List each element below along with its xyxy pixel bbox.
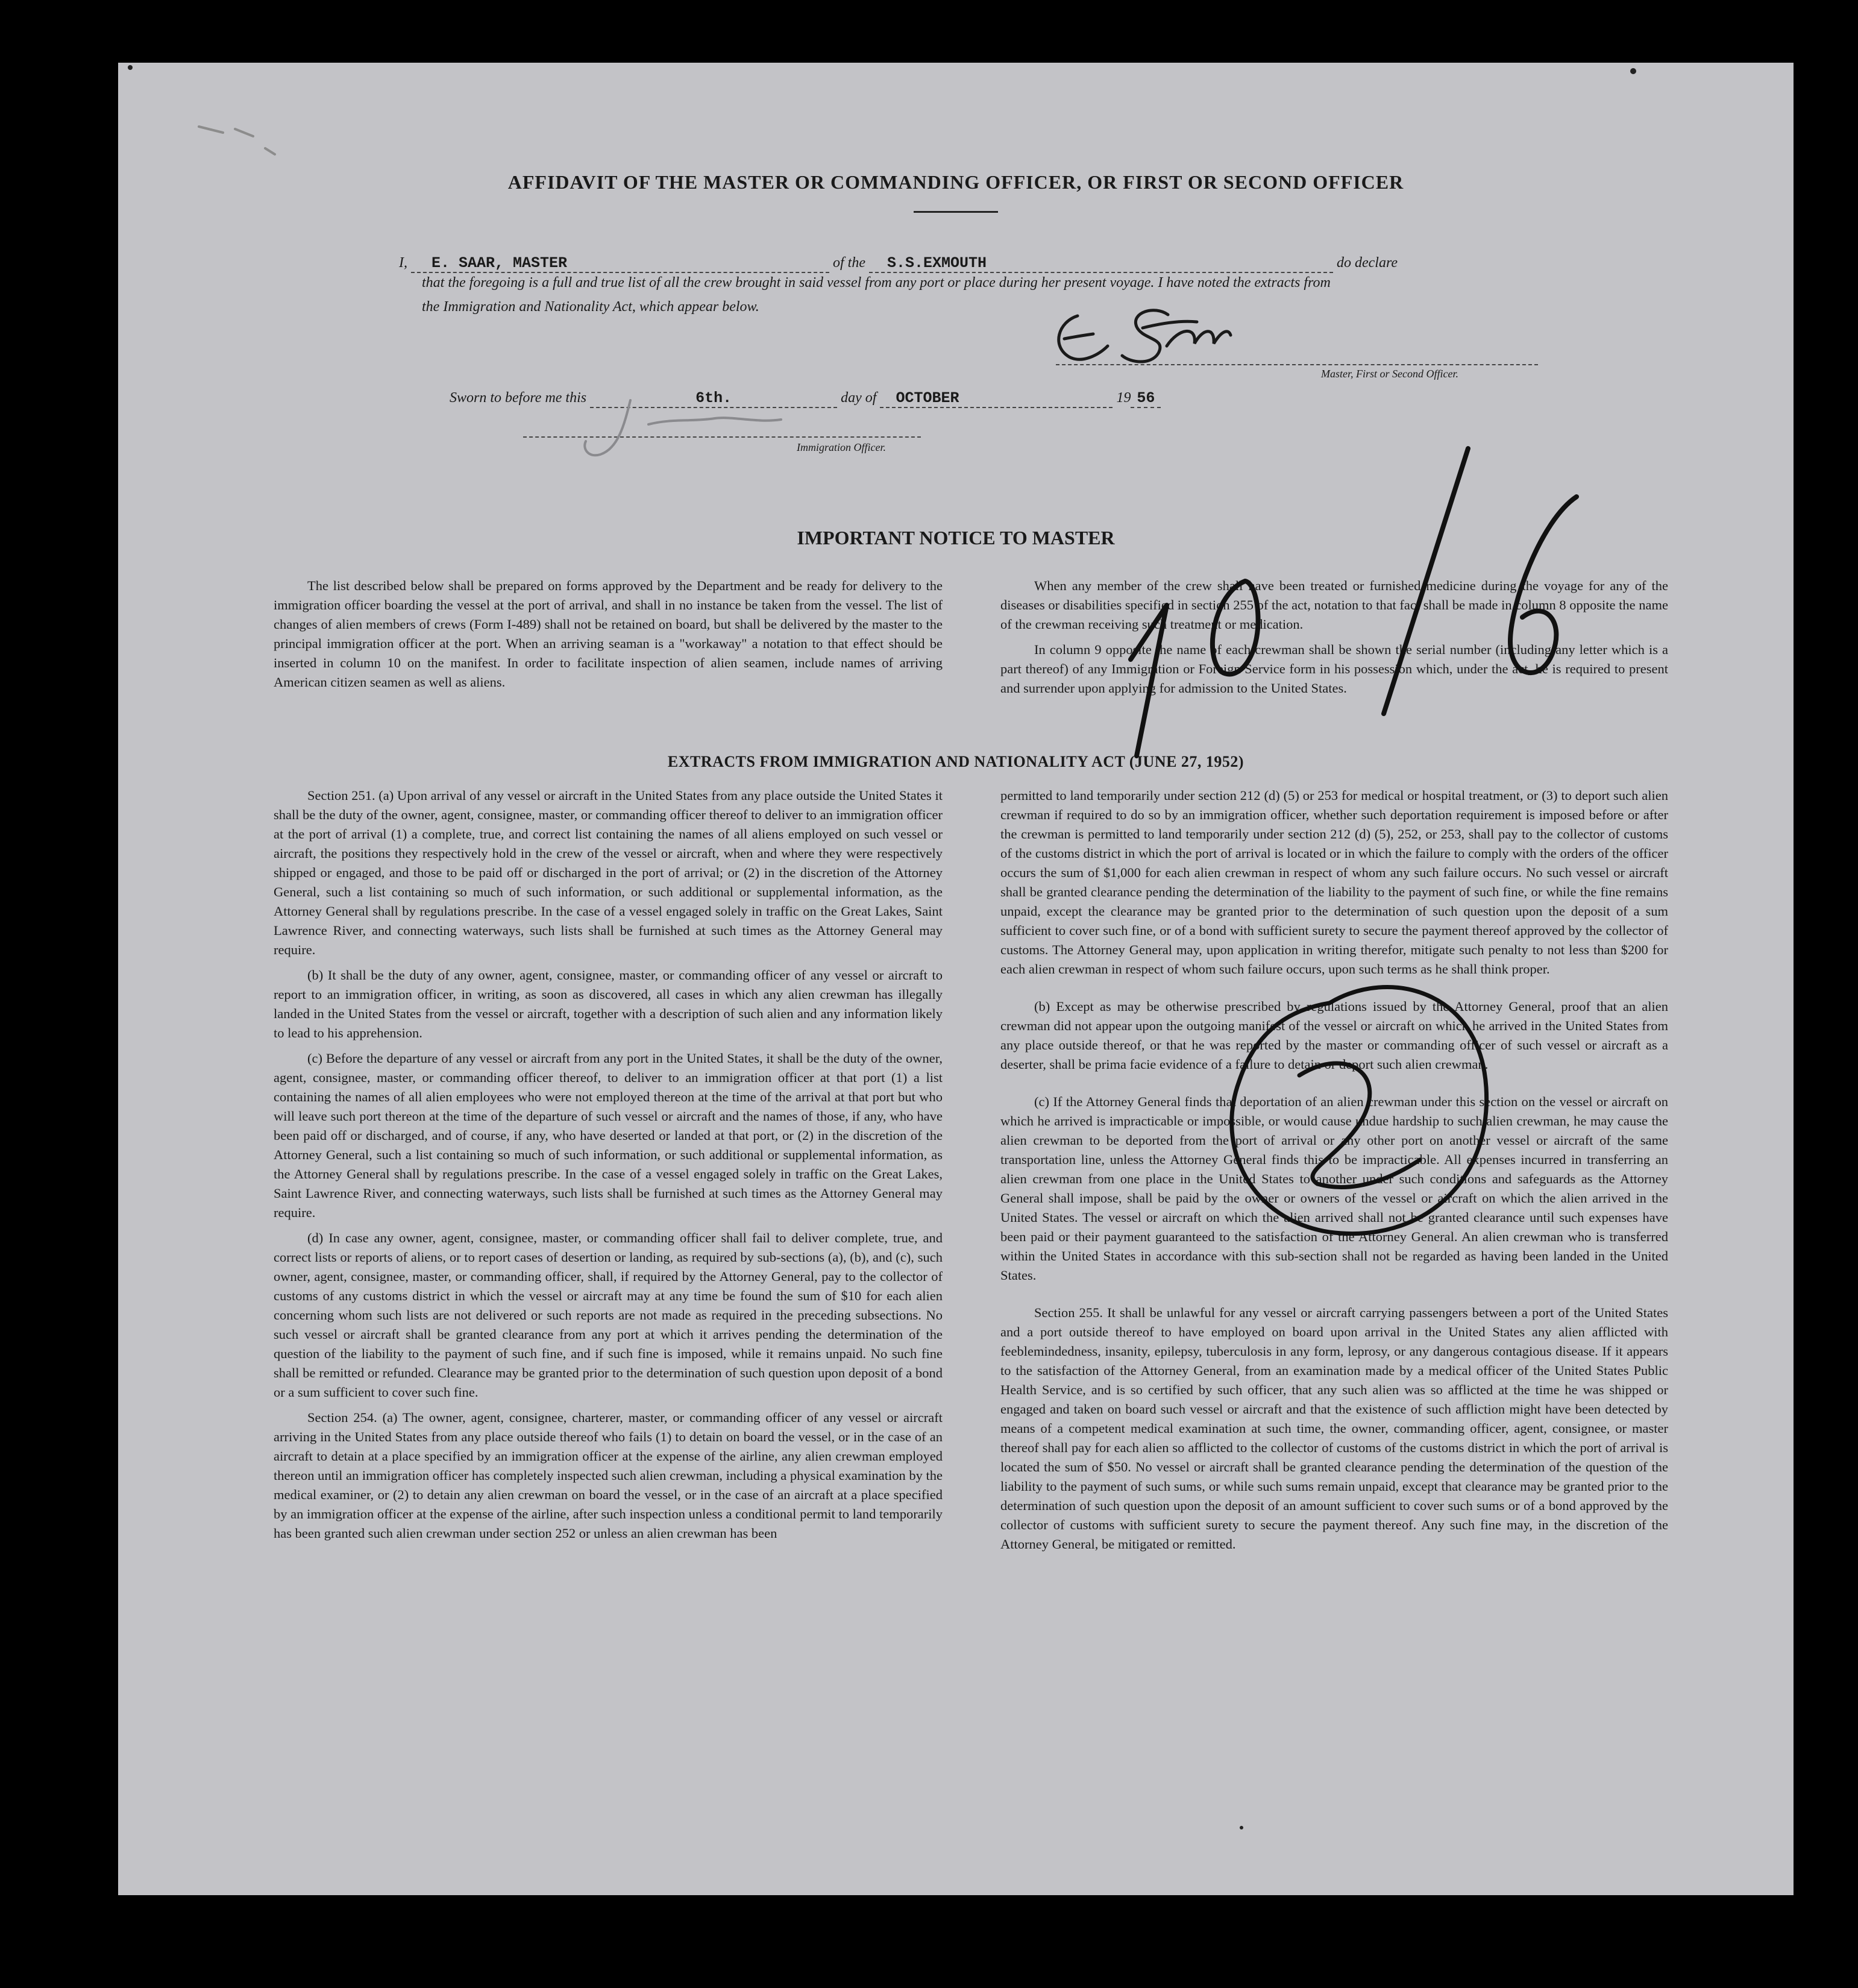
declaration-line-3: the Immigration and Nationality Act, which appear below. (422, 299, 759, 315)
section-251-c: (c) Before the departure of any vessel or aircraft from any port in the United States, it shall be the duty of the owner, agent, consignee, master, or commanding officer thereof, to deliver to an immigration officer at that port (1) a list containing the names of all alien employees who were not employed thereon at the time of the arrival at that port but who will leave such port thereon at the time of the departure of such vessel or aircraft and the names of those, if any, who have been paid off or discharged, and of course, if any, who have deserted or landed at that port, or (2) in the discretion of the Attorney General, such a list containing so much of such information, or such additional or supplemental information, as the Attorney General shall by regulations prescribe. In the case of a vessel engaged solely in traffic on the Great Lakes, Saint Lawrence River, and connecting waterways, such lists shall be furnished at such times as the Attorney General may require. (274, 1051, 943, 1220)
section-255: Section 255. It shall be unlawful for any vessel or aircraft carrying passengers between a port of the United States and a port outside thereof to have employed on board upon arrival in the United States any alien afflicted with feeblemindedness, insanity, epilepsy, tuberculosis in any form, leprosy, or any dangerous contagious disease. If it appears to the satisfaction of the Attorney General, from an examination made by a medical officer of the United States Public Health Service, and is so certified by such officer, that any such alien was so afflicted at the time he was shipped or engaged and taken on board such vessel or aircraft and that the existence of such affliction might have been detected by means of a competent medical examination at such time, the owner, commanding officer, agent, consignee, or master thereof shall pay for each alien so afflicted to the collector of customs of the customs district in which the port of arrival is located the sum of $50. No vessel or aircraft shall be granted clearance pending the determination of the question of the liability to the payment of such sums, or while such sums remain unpaid, except that clearance may be granted prior to the determination of such question upon the deposit of an amount sufficient to cover such sums or of a bond approved by the collector of customs with sufficient surety to secure the payment thereof. Any such fine may, in the discretion of the Attorney General, be mitigated or remitted. (1000, 1305, 1668, 1552)
i-label: I, (399, 255, 407, 271)
affidavit-title: AFFIDAVIT OF THE MASTER OR COMMANDING OFFICER, OR FIRST OR SECOND OFFICER (507, 171, 1404, 193)
sworn-year-field: 56 (1131, 389, 1161, 408)
notice-right-paragraph-1: When any member of the crew shall have been treated or furnished medicine during the voyage for any of the diseases or disabilities specified in section 255 of the act, notation to that fact shall be made in column 8 opposite the name of the crewman receiving such treatment or medication. (1000, 578, 1668, 632)
section-251-b: (b) It shall be the duty of any owner, agent, consignee, master, or commanding officer of any vessel or aircraft to report to an immigration officer, in writing, as soon as discovered, all cases in which any alien crewman has illegally landed in the United States from the vessel or aircraft, together with a description of such alien and any information likely to lead to his apprehension. (274, 967, 943, 1040)
notice-left-paragraph: The list described below shall be prepared on forms approved by the Department and be ready for delivery to the immigration officer boarding the vessel at the port of arrival, and shall in no instance be taken from the vessel. The list of changes of alien members of crews (Form I-489) shall not be retained on board, but shall be delivered by the master to the principal immigration officer at the port. When an arriving seaman is a "workaway" a notation to that effect should be inserted in column 10 on the manifest. In order to facilitate inspection of alien seamen, include names of arriving American citizen seamen as well as aliens. (274, 578, 943, 690)
signer-caption: Master, First or Second Officer. (1321, 368, 1458, 380)
vessel-field: S.S.EXMOUTH (869, 254, 1333, 273)
section-254-c: (c) If the Attorney General finds that deportation of an alien crewman under this section on the vessel or aircraft on which he arrived is impracticable or impossible, or would cause undue hardship to such alien crewman, he may cause the alien crewman to be deported from the port of arrival or any other port on another vessel or aircraft of the same transportation line, unless the Attorney General finds this to be impracticable. All expenses incurred in transferring an alien crewman from one place in the United States to another under such conditions and safeguards as the Attorney General shall impose, shall be paid by the owner or owners of the vessel or aircraft on which the alien arrived in the United States. The vessel or aircraft on which the alien arrived shall not be granted clearance until such expenses have been paid or their payment guaranteed to the satisfaction of the Attorney General. An alien crewman who is transferred within the United States in accordance with this sub-section shall not be regarded as having been landed in the United States. (1000, 1094, 1668, 1283)
officer-caption: Immigration Officer. (797, 441, 886, 453)
section-251-a: Section 251. (a) Upon arrival of any vessel or aircraft in the United States from any place outside the United States it shall be the duty of the owner, agent, consignee, master, or commanding officer thereof to deliver to an immigration officer at the port of arrival (1) a complete, true, and correct list containing the names of all aliens employed on such vessel or aircraft, the positions they respectively hold in the crew of the vessel or aircraft, when and where they were respectively shipped or engaged, and those to be paid off or discharged in the port of arrival; or (2) in the discretion of the Attorney General, such a list containing so much of such information, or such additional or supplemental information, as the Attorney General shall by regulations prescribe. In the case of a vessel engaged solely in traffic on the Great Lakes, Saint Lawrence River, and connecting waterways, such lists shall be furnished at such times as the Attorney General may require. (274, 788, 943, 957)
section-254-b: (b) Except as may be otherwise prescribed by regulations issued by the Attorney General, proof that an alien crewman did not appear upon the outgoing manifest of the vessel or aircraft on which he arrived in the United States from any place outside thereof, or that he was reported by the master or commanding officer of such vessel or aircraft as a deserter, shall be prima facie evidence of a failure to detain or deport such alien crewman. (1000, 999, 1668, 1072)
sworn-prefix: Sworn to before me this (450, 390, 587, 406)
sworn-year-prefix: 19 (1116, 390, 1131, 406)
section-251-d: (d) In case any owner, agent, consignee, master, or commanding officer shall fail to deliver complete, true, and correct lists or reports of aliens, or to report cases of desertion or landing, as required by sub-sections (a), (b), and (c), such owner, agent, consignee, master, or commanding officer, shall, if required by the Attorney General, pay to the collector of customs of any customs district in which the vessel or aircraft may at any time be found the sum of $10 for each alien concerning whom such lists are not delivered or such reports are not made as required in the preceding subsections. No such vessel or aircraft shall be granted clearance from any port at which it arrives pending the determination of the question of the liability to the payment of such fine, and if such fine is imposed, while it remains unpaid. No such fine shall be remitted or refunded. Clearance may be granted prior to the determination of such question upon deposit of a bond or a sum sufficient to cover such fine. (274, 1230, 943, 1400)
master-name-field: E. SAAR, MASTER (411, 254, 829, 273)
notice-right-paragraph-2: In column 9 opposite the name of each crewman shall be shown the serial number (including any letter which is a part thereof) of any Immigration or Foreign Service form in his possession which, under the act, he is required to present and surrender upon applying for admission to the United States. (1000, 642, 1668, 696)
section-254-a-continued: permitted to land temporarily under section 212 (d) (5) or 253 for medical or hospital treatment, or (3) to deport such alien crewman if required to do so by an immigration officer, whether such deportation requirement is imposed before or after the crewman is permitted to land temporarily under section 212 (d) (5), 252, or 253, shall pay to the collector of customs of the customs district in which the port of arrival is located or in which the failure to comply with the orders of the officer occurs the sum of $1,000 for each alien crewman in respect of whom any such failure occurs. No such vessel or aircraft shall be granted clearance pending the determination of the liability to the payment of such fine, or while the fine remains unpaid, except the clearance may be granted prior to the determination of such question upon the deposit of a sum sufficient to cover such fine, or of a bond with sufficient surety to secure the payment thereof approved by the collector of customs. The Attorney General may, upon application in writing therefor, mitigate such penalty to not less than $200 for each alien crewman in respect of whom such failure occurs, upon such terms as he shall think proper. (1000, 788, 1668, 977)
declaration-line-2: that the foregoing is a full and true list of all the crew brought in said vessel from any port or place during her present voyage. I have noted the extracts from (422, 275, 1331, 291)
section-254-a: Section 254. (a) The owner, agent, consignee, charterer, master, or commanding officer of any vessel or aircraft arriving in the United States from any place outside thereof who fails (1) to detain on board the vessel, or in the case of an aircraft to detain at a place specified by an immigration officer at the expense of the airline, any alien crewman employed thereon until an immigration officer has completely inspected such alien crewman, including a physical examination by the medical examiner, or (2) to detain any alien crewman on board the vessel, or in the case of an aircraft at a place specified by an immigration officer at the expense of the airline, after such inspection unless a conditional permit to land temporarily has been granted such alien crewman under section 252 or unless an alien crewman has been (274, 1410, 943, 1541)
notice-heading: IMPORTANT NOTICE TO MASTER (797, 527, 1115, 549)
sworn-day-label: day of (841, 390, 877, 406)
margin-specks (199, 127, 275, 154)
extracts-heading: EXTRACTS FROM IMMIGRATION AND NATIONALITY ACT (JUNE 27, 1952) (667, 753, 1244, 770)
sworn-day-field: 6th. (590, 389, 837, 408)
do-declare-label: do declare (1337, 255, 1398, 271)
of-the-label: of the (833, 255, 865, 271)
sworn-month-field: OCTOBER (880, 389, 1113, 408)
